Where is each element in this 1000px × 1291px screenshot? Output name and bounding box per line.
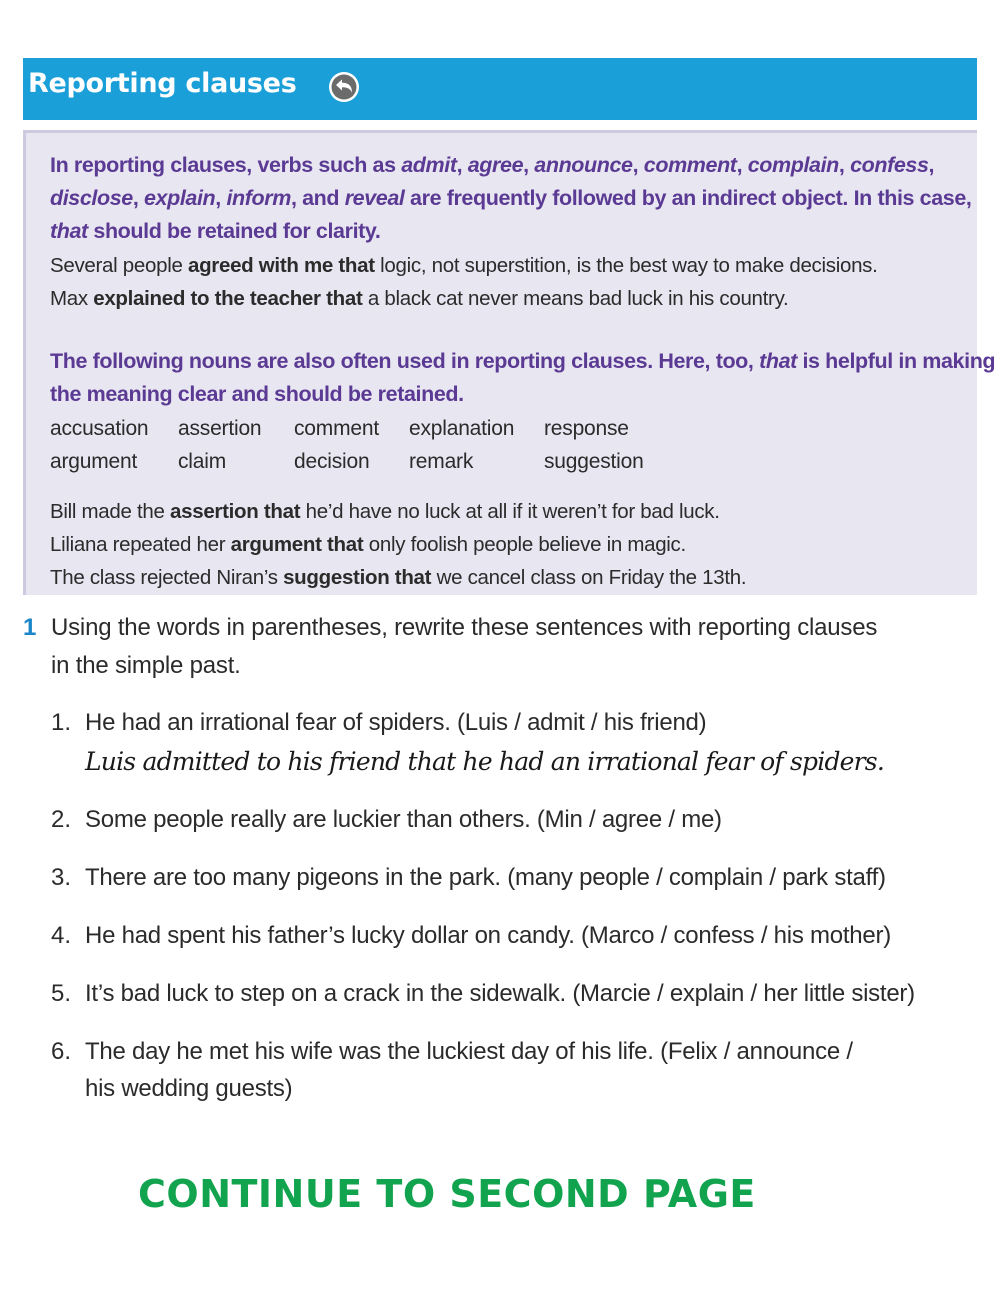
item-number: 3. <box>51 864 72 891</box>
rule-1-line-1: In reporting clauses, verbs such as admit, agree, announce, comment, complain, confess, <box>50 153 935 177</box>
noun-item: remark <box>409 450 474 473</box>
example-sentence: The class rejected Niran’s suggestion that we cancel class on Friday the 13th. <box>50 566 747 589</box>
section-header <box>23 58 977 120</box>
item-number: 2. <box>51 806 72 833</box>
exercise-instruction: Using the words in parentheses, rewrite these sentences with reporting clauses <box>51 614 878 641</box>
item-prompt: The day he met his wife was the luckiest day of his life. (Felix / announce / <box>85 1038 853 1065</box>
exercise-instruction: in the simple past. <box>51 652 241 679</box>
grammar-box <box>23 130 996 595</box>
rule-2-line-1: The following nouns are also often used in reporting clauses. Here, too, that is helpful in making <box>50 349 996 373</box>
noun-item: comment <box>294 417 379 440</box>
noun-item: assertion <box>178 417 262 440</box>
example-sentence: Bill made the assertion that he’d have no luck at all if it weren’t for bad luck. <box>50 500 720 523</box>
item-number: 1. <box>51 709 72 736</box>
back-arrow-icon[interactable] <box>328 71 360 103</box>
noun-item: explanation <box>409 417 515 440</box>
section-title: Reporting clauses <box>28 68 297 99</box>
continue-notice: CONTINUE TO SECOND PAGE <box>138 1172 756 1216</box>
item-prompt: It’s bad luck to step on a crack in the sidewalk. (Marcie / explain / her little sister) <box>85 980 915 1007</box>
example-sentence: Liliana repeated her argument that only foolish people believe in magic. <box>50 533 686 556</box>
item-prompt: Some people really are luckier than others. (Min / agree / me) <box>85 806 722 833</box>
example-sentence: Max explained to the teacher that a black cat never means bad luck in his country. <box>50 287 789 310</box>
item-prompt: He had an irrational fear of spiders. (Luis / admit / his friend) <box>85 709 707 736</box>
noun-item: decision <box>294 450 370 473</box>
rule-2-line-2: the meaning clear and should be retained. <box>50 382 464 406</box>
item-prompt: There are too many pigeons in the park. (many people / complain / park staff) <box>85 864 886 891</box>
noun-item: response <box>544 417 629 440</box>
rule-1-line-2: disclose, explain, inform, and reveal are frequently followed by an indirect object. In this case, <box>50 186 972 210</box>
noun-item: claim <box>178 450 227 473</box>
example-sentence: Several people agreed with me that logic, not superstition, is the best way to make decisions. <box>50 254 878 277</box>
item-number: 4. <box>51 922 72 949</box>
rule-1-line-3: that should be retained for clarity. <box>50 219 381 243</box>
noun-item: accusation <box>50 417 149 440</box>
item-prompt: his wedding guests) <box>85 1075 293 1102</box>
item-answer: Luis admitted to his friend that he had an irrational fear of spiders. <box>85 747 884 776</box>
noun-item: suggestion <box>544 450 644 473</box>
exercise-number: 1 <box>23 614 37 641</box>
noun-item: argument <box>50 450 138 473</box>
item-number: 5. <box>51 980 72 1007</box>
item-number: 6. <box>51 1038 72 1065</box>
item-prompt: He had spent his father’s lucky dollar on candy. (Marco / confess / his mother) <box>85 922 891 949</box>
